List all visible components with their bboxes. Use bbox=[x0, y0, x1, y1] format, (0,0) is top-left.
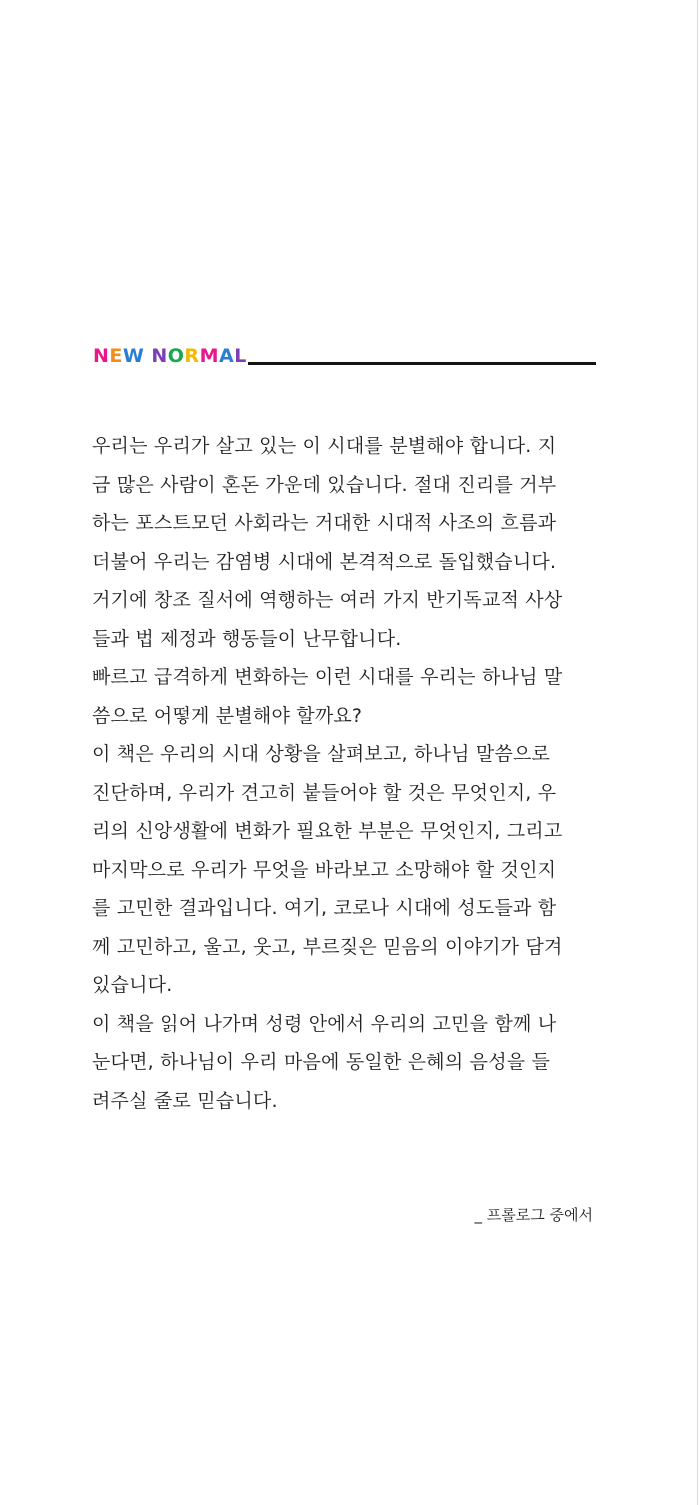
text-line: 빠르고 급격하게 변화하는 이런 시대를 우리는 하나님 말 bbox=[92, 666, 563, 688]
text-line: 더불어 우리는 감염병 시대에 본격적으로 돌입했습니다. bbox=[92, 550, 557, 573]
text-line: 씀으로 어떻게 분별해야 할까요? bbox=[92, 704, 363, 727]
text-line: 리의 신앙생활에 변화가 필요한 부분은 무엇인지, 그리고 bbox=[92, 820, 563, 842]
logo-letter: M bbox=[199, 345, 219, 367]
signature: _ 프롤로그 중에서 bbox=[474, 1206, 593, 1224]
logo-letter: W bbox=[122, 345, 145, 367]
text-line: 하는 포스트모던 사회라는 거대한 시대적 사조의 흐름과 bbox=[92, 512, 557, 534]
logo-letter: N bbox=[93, 345, 110, 367]
text-line: 를 고민한 결과입니다. 여기, 코로나 시대에 성도들과 함 bbox=[92, 897, 557, 919]
header-rule bbox=[248, 362, 596, 365]
text-line: 이 책을 읽어 나가며 성령 안에서 우리의 고민을 함께 나 bbox=[92, 1012, 557, 1035]
logo-letter: A bbox=[218, 345, 235, 367]
text-line: 있습니다. bbox=[92, 974, 173, 996]
text-line: 진단하며, 우리가 견고히 붙들어야 할 것은 무엇인지, 우 bbox=[92, 781, 557, 804]
page-edge-divider bbox=[697, 0, 698, 1505]
text-line: 눈다면, 하나님이 우리 마음에 동일한 은혜의 음성을 들 bbox=[92, 1051, 551, 1073]
logo-letter: E bbox=[109, 345, 123, 367]
text-line: 려주실 줄로 믿습니다. bbox=[92, 1089, 278, 1112]
text-line: 들과 법 제정과 행동들이 난무합니다. bbox=[92, 627, 402, 650]
prologue-text bbox=[92, 427, 598, 1120]
text-line: 이 책은 우리의 시대 상황을 살펴보고, 하나님 말씀으로 bbox=[92, 743, 551, 765]
new-normal-logo bbox=[93, 343, 247, 369]
logo-letter: N bbox=[151, 345, 168, 367]
section-header bbox=[93, 343, 596, 369]
logo-letter: O bbox=[167, 345, 185, 367]
text-line: 금 많은 사람이 혼돈 가운데 있습니다. 절대 진리를 거부 bbox=[92, 473, 557, 496]
text-line: 마지막으로 우리가 무엇을 바라보고 소망해야 할 것인지 bbox=[92, 858, 557, 881]
logo-letter: L bbox=[234, 345, 247, 367]
text-line: 께 고민하고, 울고, 웃고, 부르짖은 믿음의 이야기가 담겨 bbox=[92, 935, 563, 958]
text-line: 거기에 창조 질서에 역행하는 여러 가지 반기독교적 사상 bbox=[92, 589, 563, 611]
text-line: 우리는 우리가 살고 있는 이 시대를 분별해야 합니다. 지 bbox=[92, 435, 557, 457]
logo-letter: R bbox=[184, 345, 200, 367]
